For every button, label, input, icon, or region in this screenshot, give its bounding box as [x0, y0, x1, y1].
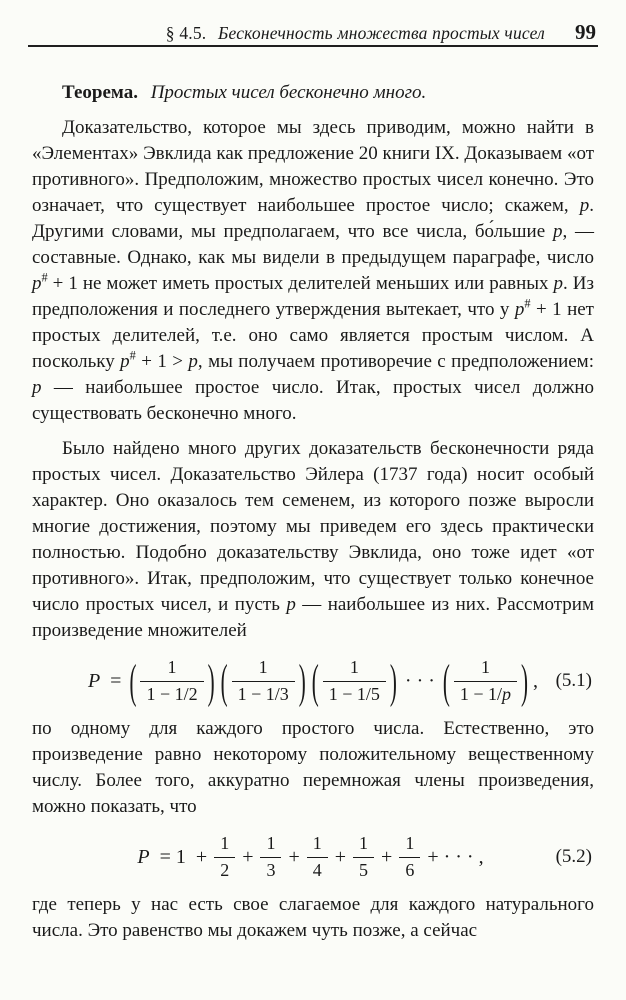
fraction-denominator: 4 [307, 857, 328, 882]
left-paren-icon: ( [311, 654, 319, 709]
running-head [30, 22, 596, 44]
left-paren-icon: ( [129, 654, 137, 709]
equation-number: (5.2) [555, 846, 592, 868]
right-paren-icon: ) [521, 654, 529, 709]
fraction-denominator: 3 [260, 857, 281, 882]
text-run: 1 − 1/3 [237, 683, 289, 704]
plus-sign: + [242, 846, 254, 869]
text-run: — наибольшее простое число. Итак, простых чисел должно существовать бесконечно много. [32, 377, 594, 424]
equals-sign: = 1 [159, 846, 186, 869]
math-var: p [552, 221, 563, 242]
text-run: Доказательство, которое мы здесь приводим, можно найти в «Элементах» Эвклида как предложение 20 книги IX. Доказываем «от противного». Предположим, множество простых чисел конечно. Это означает, что существует наибольшее простое число; скажем, [32, 117, 594, 216]
paragraph-product-explanation [32, 716, 594, 820]
text-run: 1 − 1/2 [146, 683, 198, 704]
fraction [399, 833, 420, 882]
text-run: + 1 > [135, 351, 189, 372]
right-paren-icon: ) [207, 654, 215, 709]
equation-5-1 [32, 654, 594, 709]
fraction [353, 833, 374, 882]
theorem-label: Теорема. [62, 82, 138, 103]
superscript: # [41, 270, 48, 285]
math-var: p [514, 299, 525, 320]
equation-5-2-formula [137, 833, 488, 882]
product-factor-1 [127, 654, 216, 709]
equation-5-2 [32, 833, 594, 882]
math-var: p [502, 683, 512, 704]
fraction-numerator: 1 [220, 832, 230, 853]
section-number: § 4.5. [165, 23, 207, 43]
left-paren-icon: ( [442, 654, 450, 709]
text-run: Было найдено много других доказательств бесконечности ряда простых чисел. Доказательство Эйлера (1737 года) носит особый характер. Оно оказалось тем семенем, из которого позже выросли многие достижения, поэтому мы приведем его здесь практически полностью. Подобно доказательству Эвклида, оно тоже идет «от противного». Итак, предположим, что существует только конечное число простых чисел, и пусть [32, 438, 594, 615]
page-body [32, 74, 594, 944]
fraction [232, 657, 295, 706]
equation-number: (5.1) [555, 670, 592, 692]
fraction [307, 833, 328, 882]
plus-sign: + [334, 846, 347, 869]
text-run: + 1 нет простых делителей, т.е. оно само является простым числом. А поскольку [32, 299, 594, 372]
text-run: где теперь у нас есть свое слагаемое для каждого натурального числа. Это равенство мы докажем чуть позже, а сейчас [32, 893, 594, 941]
right-paren-icon: ) [298, 654, 306, 709]
equals-sign: = [110, 670, 122, 693]
paragraph-euler-intro [32, 436, 594, 644]
text-run: по одному для каждого простого числа. Естественно, это произведение равно некоторому положительному вещественному числу. Более того, аккуратно перемножая члены произведения, можно показать, что [32, 717, 594, 817]
fraction [214, 833, 235, 882]
math-var: p [188, 351, 198, 372]
fraction-numerator: 1 [405, 832, 415, 853]
fraction-numerator: 1 [359, 832, 369, 853]
page-number: 99 [575, 20, 596, 44]
fraction-numerator: 1 [480, 657, 490, 677]
header-rule [28, 45, 598, 47]
fraction-numerator: 1 [266, 832, 276, 853]
fraction-denominator: 6 [399, 857, 420, 882]
product-factor-3 [310, 654, 399, 709]
superscript: # [129, 348, 136, 363]
fraction [260, 833, 281, 882]
fraction [140, 657, 203, 706]
equation-5-1-formula [87, 654, 539, 709]
fraction-denominator: 5 [353, 857, 374, 882]
fraction [323, 657, 386, 706]
math-var: p [286, 594, 296, 615]
cdots: · · · [404, 670, 435, 693]
proof-paragraph-euclid [32, 115, 594, 427]
plus-sign: + [381, 846, 393, 869]
text-run: . Из предположения и последнего утверждения вытекает, что у [32, 273, 594, 320]
math-var: p [579, 195, 590, 216]
fraction-numerator: 1 [258, 657, 268, 677]
text-run: . Другими словами, мы предполагаем, что все числа, бо́льшие [32, 195, 594, 242]
fraction [454, 657, 517, 706]
right-paren-icon: ) [389, 654, 397, 709]
fraction-denominator: 2 [214, 857, 235, 882]
fraction-denominator [323, 681, 386, 706]
fraction-denominator [454, 681, 517, 706]
theorem-paragraph [32, 80, 594, 106]
math-var: p [553, 273, 564, 294]
fraction-denominator [140, 681, 203, 706]
paragraph-harmonic-explanation [32, 892, 594, 944]
left-paren-icon: ( [220, 654, 228, 709]
math-var: p [32, 377, 42, 398]
fraction-denominator [232, 681, 295, 706]
product-factor-2 [219, 654, 308, 709]
math-var: p [120, 351, 130, 372]
section-heading [166, 23, 575, 44]
cdots-and-comma: + · · · , [427, 846, 484, 869]
fraction-numerator: 1 [167, 657, 177, 677]
product-factor-general [441, 654, 530, 709]
plus-sign: + [195, 846, 208, 869]
math-var-P: P [87, 670, 101, 693]
theorem-statement: Простых чисел бесконечно много. [150, 82, 427, 103]
plus-sign: + [288, 846, 300, 869]
math-var: p [32, 273, 42, 294]
text-run: , мы получаем противоречие с предположением: [197, 351, 594, 372]
fraction-numerator: 1 [349, 657, 359, 677]
text-run: , — составные. Однако, как мы видели в предыдущем параграфе, число [32, 221, 594, 268]
trailing-comma: , [533, 670, 539, 693]
text-run: + 1 не может иметь простых делителей меньших или равных [47, 273, 554, 294]
text-run: 1 − 1/ [459, 683, 503, 704]
text-run: 1 − 1/5 [328, 683, 380, 704]
fraction-numerator: 1 [312, 832, 322, 853]
superscript: # [524, 296, 531, 311]
section-title: Бесконечность множества простых чисел [217, 23, 545, 43]
text-run: — наибольшее из них. Рассмотрим произведение множителей [32, 594, 594, 641]
math-var-P: P [137, 846, 150, 869]
